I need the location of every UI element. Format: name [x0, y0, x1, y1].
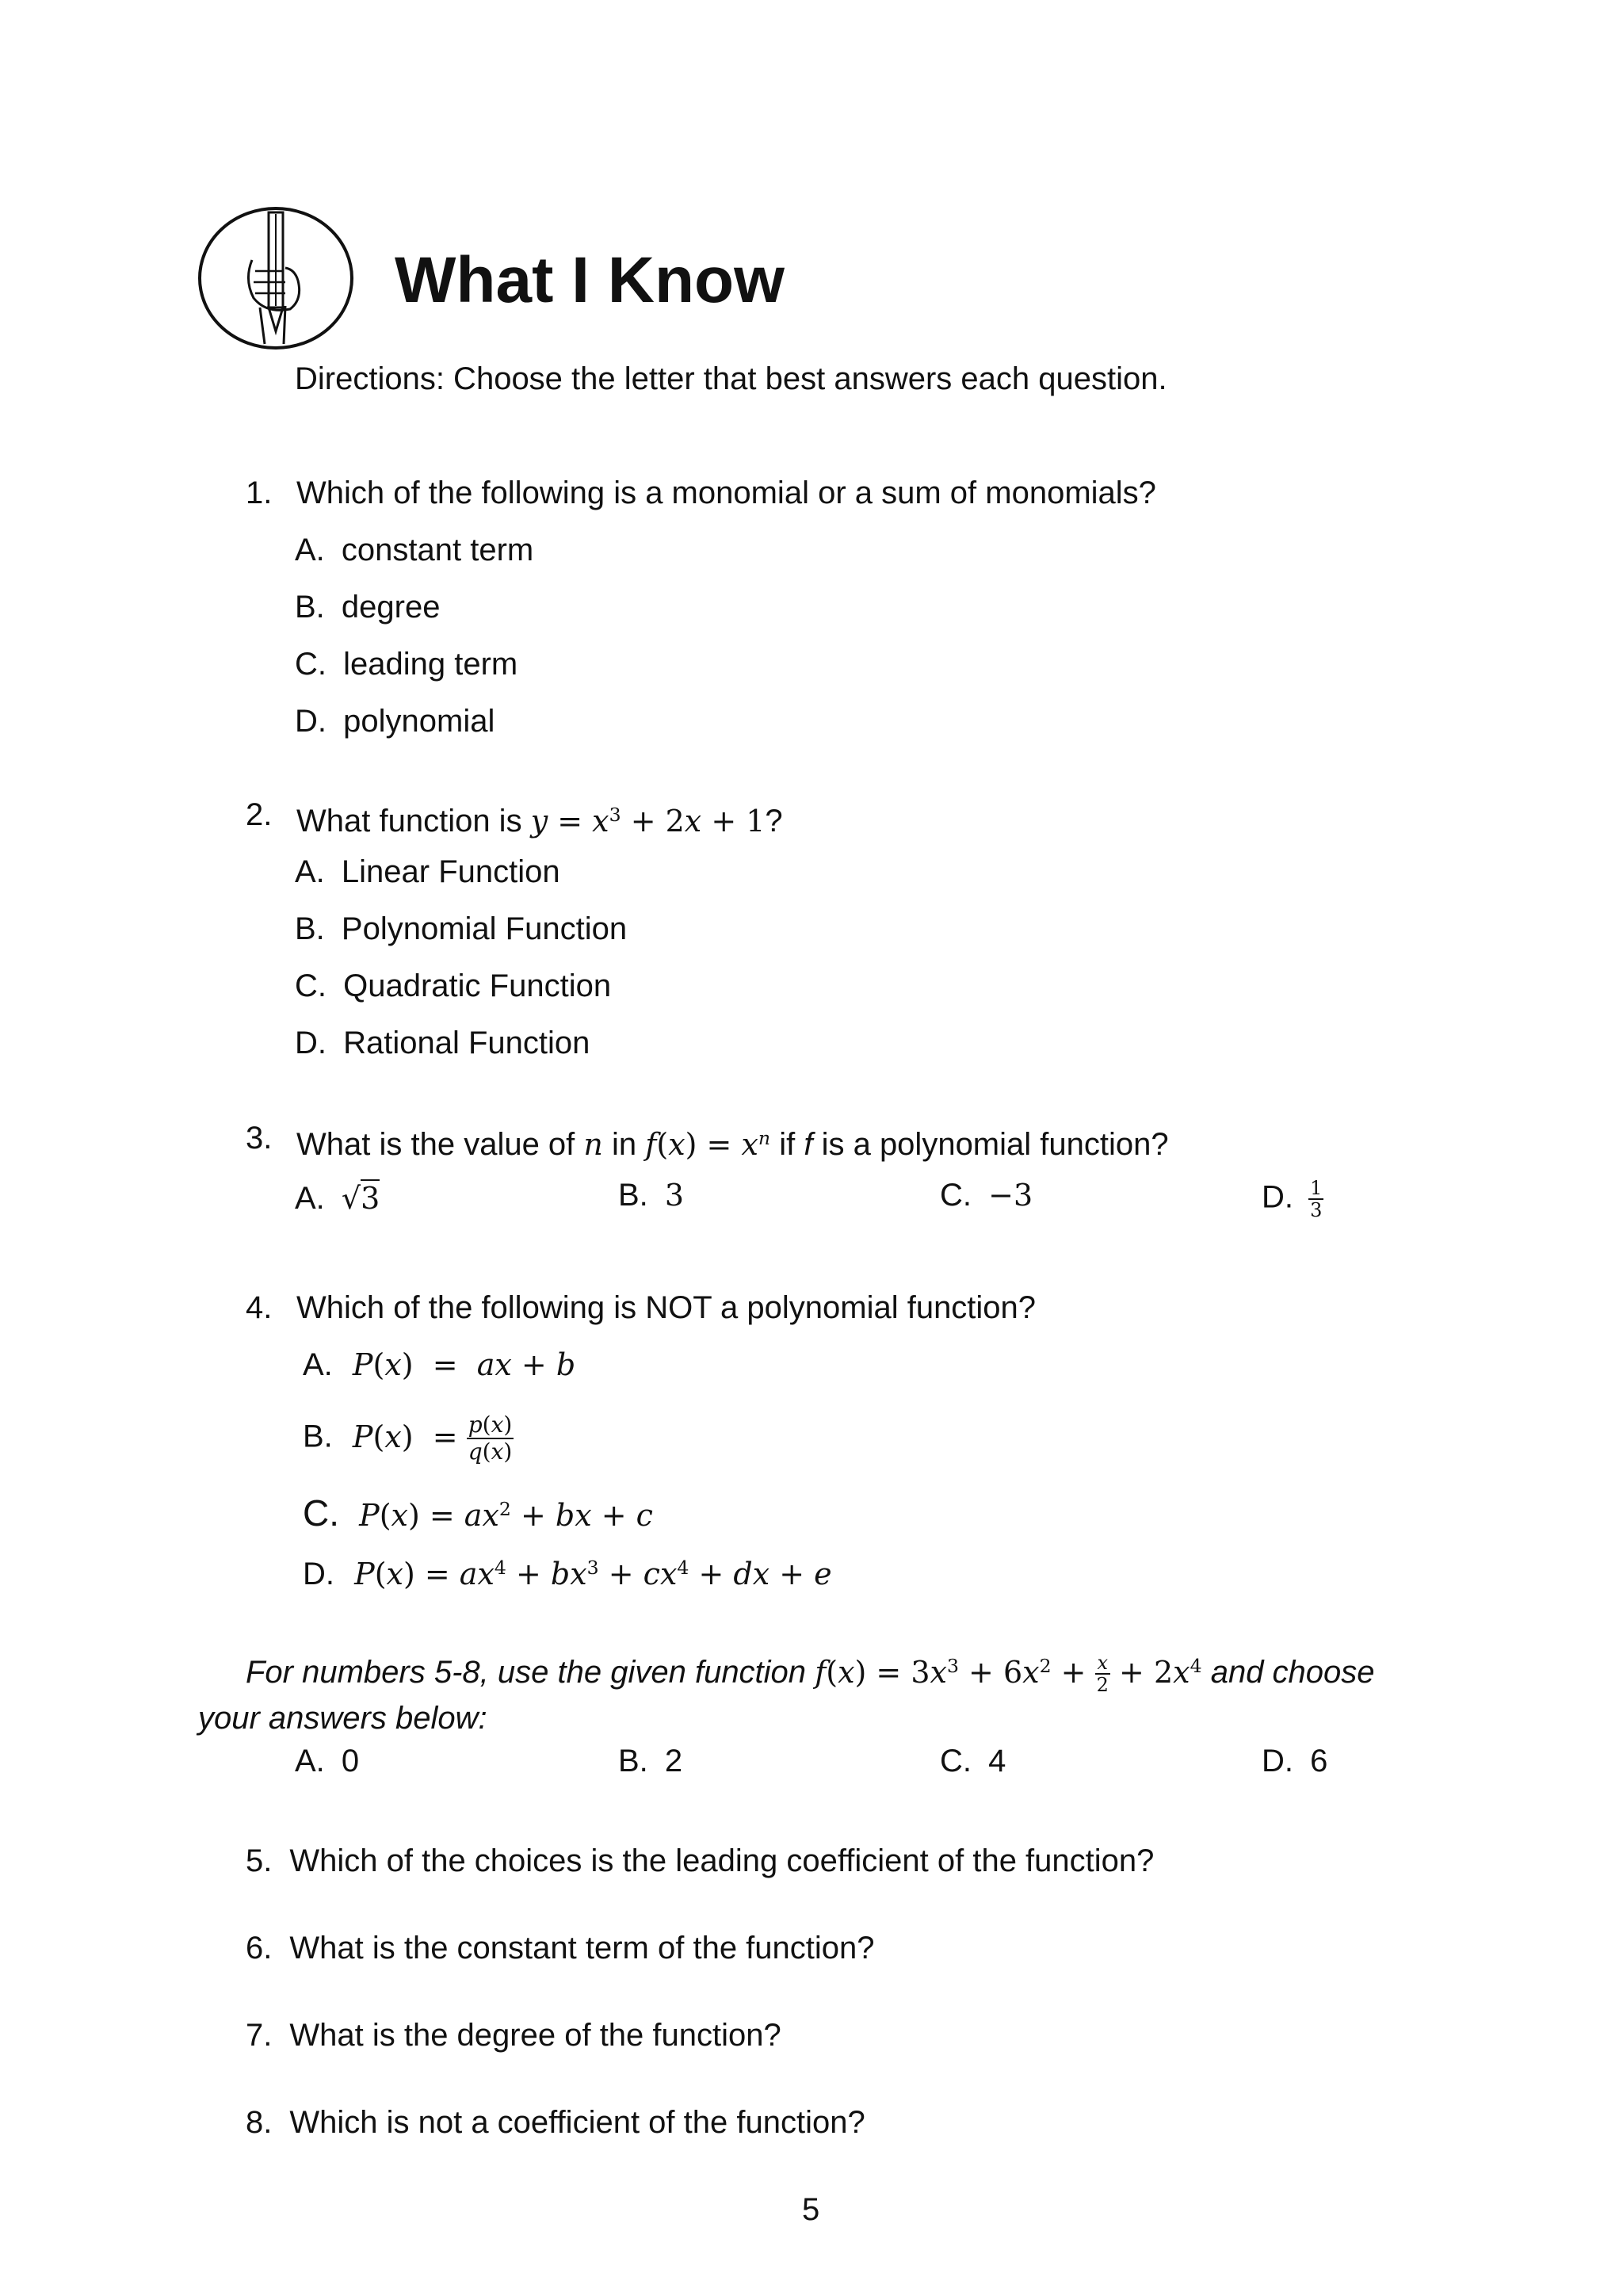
q7: 7. What is the degree of the function? — [246, 2018, 781, 2053]
directions: Directions: Choose the letter that best answers each question. — [295, 361, 1167, 396]
q58-intro-line1: For numbers 5-8, use the given function $f(x) = 3x^3 + 6x^2$ + $\frac{x}{2}$ + $2x^4$ and choose — [246, 1652, 1375, 1697]
q3-choice-a: A. √3 — [295, 1181, 380, 1216]
q4-choice-b: B. P(x) = $\frac{p(x)}{q(x)}$ — [303, 1412, 513, 1465]
q58-choice-d: D. 6 — [1262, 1744, 1328, 1778]
q1-choice-a: A. constant term — [295, 533, 534, 567]
q8: 8. Which is not a coefficient of the function? — [246, 2105, 865, 2140]
q1-text: Which of the following is a monomial or a sum of monomials? — [296, 476, 1156, 510]
q3-text: What is the value of n in $f(x) = x^n$ if f is a polynomial function? — [296, 1126, 1169, 1162]
q2-choice-d: D. Rational Function — [295, 1026, 590, 1060]
q4-number: 4. — [246, 1290, 273, 1325]
q2-equation: $y = x^3 + 2x + 1$ — [530, 803, 766, 839]
q4-text: Which of the following is NOT a polynomial function? — [296, 1290, 1037, 1325]
q2-number: 2. — [246, 797, 273, 832]
q2-text: What function is $y = x^3 + 2x + 1$? — [296, 803, 783, 839]
q4-choice-a: A. P(x) = ax + b — [303, 1347, 576, 1382]
q4-choice-d: D. $P(x) = ax^4 + bx^3 + cx^4$ + dx + e — [303, 1556, 832, 1591]
q3-choice-d: D. $\frac{1}{3}$ — [1262, 1177, 1323, 1221]
page-number: 5 — [802, 2192, 820, 2227]
q5: 5. Which of the choices is the leading coefficient of the function? — [246, 1843, 1155, 1878]
q4-choice-c: C. $P(x) = ax^2$ + bx + c — [303, 1492, 653, 1534]
q3-choice-b: B. 3 — [618, 1178, 685, 1213]
q1-choice-c: C. leading term — [295, 647, 518, 682]
q58-choice-b: B. 2 — [618, 1744, 683, 1778]
q58-choice-a: A. 0 — [295, 1744, 360, 1778]
q2-choice-c: C. Quadratic Function — [295, 968, 612, 1003]
q2-choice-b: B. Polynomial Function — [295, 911, 628, 946]
q58-intro-line2: your answers below: — [198, 1701, 487, 1736]
q6: 6. What is the constant term of the function? — [246, 1931, 875, 1966]
q1-number: 1. — [246, 476, 273, 510]
q2-choice-a: A. Linear Function — [295, 854, 560, 889]
q1-choice-b: B. degree — [295, 590, 441, 625]
q1-choice-d: D. polynomial — [295, 704, 495, 739]
pencil-in-hand-icon — [197, 204, 355, 352]
q58-choice-c: C. 4 — [940, 1744, 1006, 1778]
q3-choice-c: C. −3 — [940, 1178, 1033, 1213]
q3-number: 3. — [246, 1121, 273, 1156]
page-title: What I Know — [395, 244, 785, 316]
